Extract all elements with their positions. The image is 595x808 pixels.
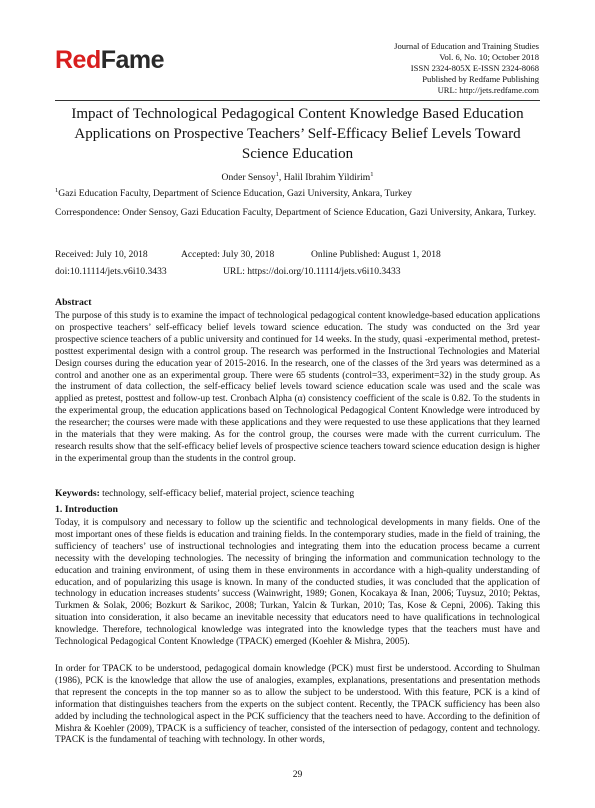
journal-info xyxy=(394,41,539,96)
journal-issn: ISSN 2324-805X E-ISSN 2324-8068 xyxy=(410,63,539,73)
logo-dark-text: Fame xyxy=(100,46,165,74)
affiliation-text: Gazi Education Faculty, Department of Science Education, Gazi University, Ankara, Turkey xyxy=(58,188,412,199)
journal-volume: Vol. 6, No. 10; October 2018 xyxy=(439,52,539,62)
keywords-text: technology, self-efficacy belief, material project, science teaching xyxy=(99,488,355,499)
abstract-text: The purpose of this study is to examine the impact of technological pedagogical content knowledge-based education applications on prospective teachers’ self-efficacy belief levels toward science education. The study was conducted on the 3rd year prospective science teachers of a public university and continued for 14 weeks. In the study, quasi -experimental method, pretest-posttest experimental design with a control group. The research was performed in the Instructional Technologies and Material Design courses during the education year of 2015-2016. In the research, one of the classes of the 3rd years was determined as a control and another one as an experimental group. There were 65 students (control=33, experiment=32) in the study group. As the instrument of data collection, the self-efficacy belief levels toward science education scale was used and the scale was applied as pretest, posttest and follow-up test. Cronbach Alpha (α) consistency coefficient of the scale is 0.82. To the students in the experimental group, the education applications based on Technological Pedagogical Content Knowledge were introduced by the researcher; the courses were made with these applications and they were requested to use these applications that they learned in the materials that they were making. As for the control group, the courses were made with the current curriculum. The research results show that the self-efficacy belief levels of prospective science teachers toward science education design is higher in the experimental group than the students in the control group. xyxy=(55,311,540,464)
header-divider xyxy=(55,100,540,101)
keywords xyxy=(55,488,540,499)
publisher-logo xyxy=(55,48,164,73)
accepted-date: Accepted: July 30, 2018 xyxy=(181,249,275,260)
page-number: 29 xyxy=(292,769,303,780)
correspondence: Correspondence: Onder Sensoy, Gazi Education Faculty, Department of Science Education, Gazi University, Ankara, Turkey. xyxy=(55,207,537,218)
logo-red-text: Red xyxy=(55,46,101,74)
journal-url: URL: http://jets.redfame.com xyxy=(437,85,539,95)
introduction-heading: 1. Introduction xyxy=(55,504,118,515)
author-2-affil-mark: 1 xyxy=(370,170,374,178)
introduction-paragraph-2: In order for TPACK to be understood, pedagogical domain knowledge (PCK) must first be understood. According to Shulman (1986), PCK is the knowledge that allow the use of analogies, examples, explanations, presentations and presentation methods that represent the concepts in the top manner so as to allow the subject to be understood. With this feature, PCK is a kind of information that distinguishes teachers from the experts on the subject content. Recently, the TPACK sufficiency has been also added by including the technological aspect in the PCK sufficiency that the teachers need to have. According to the definition of Mishra & Koehler (2009), TPACK is a sufficiency of teacher, consisted of the intersection of pedagogy, content and technology. TPACK is the fundamental of teaching with technology. In other words, xyxy=(55,664,540,746)
introduction-paragraph-1: Today, it is compulsory and necessary to follow up the scientific and technological developments in many fields. One of the most important ones of these fields is education and training fields. In the contemporary studies, made in the field of training, the sufficiency of teachers’ use of instructional technologies and integrating them into the education process became a current necessity with the developing technologies. The necessity of bringing the information and communication technology to the education and training environment, of using them in these environments in accordance with a high-quality understanding of education, and of popularizing this usage is known. In many of the conducted studies, it was concluded that the application of technology in education increases students’ success (Wainwright, 1989; Gonen, Kocakaya & Inan, 2006; Tuysuz, 2010; Pektas, Turkmen & Solak, 2006; Bozkurt & Sarikoc, 2008; Turkan, Yalcin & Turkan, 2010; Tas, Kose & Cepni, 2006). Taking this situation into consideration, it also became an inevitable necessity that educators need to have qualifications in technological knowledge. Therefore, technological knowledge was integrated into the knowledge types that the teachers must have and Technological Pedagogical Content Knowledge (TPACK) emerged (Koehler & Mishra, 2005). xyxy=(55,518,540,648)
keywords-label: Keywords: xyxy=(55,488,100,499)
doi-url[interactable]: URL: https://doi.org/10.11114/jets.v6i10.3433 xyxy=(223,266,401,277)
abstract-heading: Abstract xyxy=(55,297,92,308)
author-2: , Halil Ibrahim Yildirim xyxy=(278,172,371,183)
journal-publisher: Published by Redfame Publishing xyxy=(422,74,539,84)
article-title: Impact of Technological Pedagogical Content Knowledge Based Education Applications on Prospective Teachers’ Self-Efficacy Belief Levels Toward Science Education xyxy=(71,106,524,162)
author-line xyxy=(55,172,540,183)
journal-name: Journal of Education and Training Studies xyxy=(394,41,539,51)
author-1-affil-mark: 1 xyxy=(275,170,279,178)
received-date: Received: July 10, 2018 xyxy=(55,249,148,260)
doi-text[interactable]: doi:10.11114/jets.v6i10.3433 xyxy=(55,266,167,277)
affiliation-mark: 1 xyxy=(55,186,59,194)
affiliation xyxy=(55,188,540,200)
author-1: Onder Sensoy xyxy=(221,172,276,183)
published-date: Online Published: August 1, 2018 xyxy=(311,249,441,260)
